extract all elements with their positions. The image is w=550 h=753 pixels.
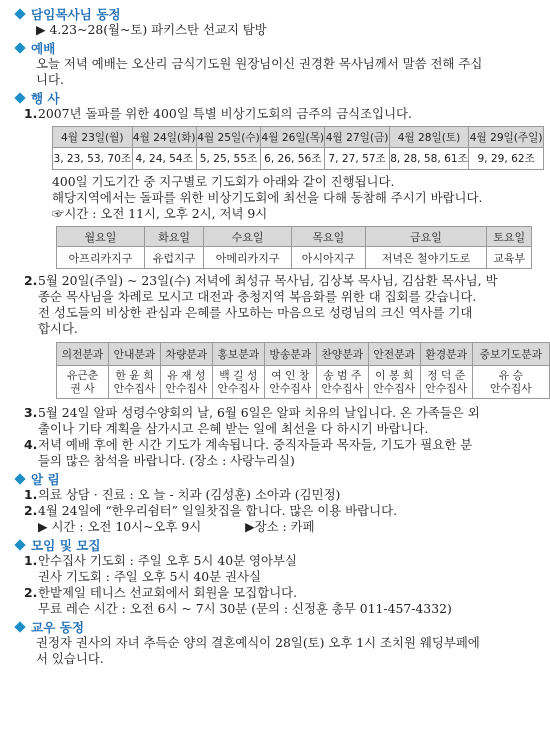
- table-cell: [108, 366, 160, 399]
- item-text: [38, 585, 536, 617]
- item-text-line: 합시다.: [38, 321, 78, 336]
- section-title: 모임 및 모집: [31, 538, 101, 553]
- person-name: 송 범 주: [323, 369, 362, 382]
- prayer-text-line: 400일 기도기간 중 지구별로 기도회가 아래와 같이 진행됩니다.: [52, 174, 395, 189]
- person-title: 안수집사: [217, 382, 260, 395]
- item-text: [38, 503, 536, 535]
- table-header-cell: 중보기도분과: [472, 343, 549, 366]
- item-text: [38, 273, 536, 337]
- table-cell: 6, 26, 56조: [261, 148, 325, 170]
- table-header-cell: 금요일: [365, 227, 487, 247]
- table-cell: 5, 25, 55조: [196, 148, 260, 170]
- item-detail-line: [38, 519, 536, 535]
- section-title: 예배: [31, 41, 56, 56]
- diamond-bullet-icon: [14, 621, 25, 632]
- event-item-4: [14, 437, 536, 469]
- section-title: 담임목사님 동정: [31, 7, 121, 22]
- table-header-cell: 4월 25일(수): [196, 127, 260, 148]
- worship-text-line: 오늘 저녁 예배는 오산리 금식기도원 원장님이신 권경환 목사님께서 말씀 전해 주십: [36, 56, 483, 71]
- table-cell: [160, 366, 212, 399]
- person-name: 유근춘: [66, 369, 99, 382]
- table-header-cell: 수요일: [204, 227, 292, 247]
- table-header-cell: 토요일: [487, 227, 532, 247]
- table-cell: 3, 23, 53, 70조: [53, 148, 133, 170]
- item-text-line: 5월 24일 알파 성령수양회의 날, 6월 6일은 알파 치유의 날입니다. 온 가족들은 외: [38, 405, 480, 420]
- person-name: 여 인 창: [271, 369, 310, 382]
- pastor-schedule-section: [14, 5, 536, 38]
- members-section: [14, 618, 536, 667]
- table-header-cell: 4월 24일(화): [132, 127, 196, 148]
- table-header-row: [57, 343, 550, 366]
- table-cell: 저녁은 철야기도로: [365, 247, 487, 269]
- table-header-row: [53, 127, 544, 148]
- table-header-cell: 안내분과: [108, 343, 160, 366]
- item-number: 1.: [24, 553, 38, 568]
- section-heading: [14, 618, 536, 635]
- table-cell: [57, 366, 109, 399]
- table-cell: 아프리카지구: [57, 247, 145, 269]
- table-row: [57, 366, 550, 399]
- diamond-bullet-icon: [14, 539, 25, 550]
- notice-item-2: [14, 503, 536, 535]
- table-header-cell: 4월 29일(주일): [469, 127, 544, 148]
- item-text: [38, 405, 536, 437]
- item-text-line: 들의 많은 참석을 바랍니다. (장소 : 사랑누리실): [38, 453, 295, 468]
- item-number: 1.: [24, 106, 38, 121]
- notice-place: ▶장소 : 카페: [245, 519, 315, 534]
- table-header-cell: 의전분과: [57, 343, 109, 366]
- table-cell: 4, 24, 54조: [132, 148, 196, 170]
- table-header-cell: 방송분과: [264, 343, 316, 366]
- table-header-cell: 화요일: [144, 227, 203, 247]
- prayer-time: ☞시간 : 오전 11시, 오후 2시, 저녁 9시: [52, 206, 268, 221]
- members-text-line: 서 있습니다.: [36, 651, 104, 666]
- table-cell: 교육부: [487, 247, 532, 269]
- diamond-bullet-icon: [14, 473, 25, 484]
- table-header-cell: 찬양분과: [316, 343, 368, 366]
- worship-text-line: 니다.: [36, 72, 64, 87]
- item-text-line: 무료 레슨 시간 : 오전 6시 ~ 7시 30분 (문의 : 신정훈 총무 011-457-4332): [38, 601, 452, 616]
- prayer-text-line: 해당지역에서는 돌파를 위한 비상기도회에 최선을 다해 동참해 주시기 바랍니다.: [52, 190, 483, 205]
- person-name: 유 재 성: [167, 369, 206, 382]
- table-cell: 8, 28, 58, 61조: [389, 148, 469, 170]
- event-item-2: [14, 273, 536, 337]
- table-cell: 아메리카지구: [204, 247, 292, 269]
- event-item-1: [14, 106, 536, 122]
- item-text-line: 한밭제일 테니스 선교회에서 회원을 모집합니다.: [38, 585, 298, 600]
- item-number: 2.: [24, 503, 38, 518]
- item-number: 2.: [24, 273, 38, 288]
- section-title: 알 림: [31, 472, 60, 487]
- item-text-line: 권사 기도회 : 주일 오후 5시 40분 권사실: [38, 569, 261, 584]
- person-name: 정 덕 준: [427, 369, 466, 382]
- event-item-3: [14, 405, 536, 437]
- person-name: 유 승: [498, 369, 523, 382]
- table-header-cell: 안전분과: [368, 343, 420, 366]
- table-row: [57, 247, 532, 269]
- worship-section: [14, 39, 536, 88]
- section-title: 행 사: [31, 91, 60, 106]
- table-cell: [472, 366, 549, 399]
- diamond-bullet-icon: [14, 92, 25, 103]
- table-cell: [420, 366, 472, 399]
- diamond-bullet-icon: [14, 42, 25, 53]
- item-text: [38, 437, 536, 469]
- section-heading: [14, 89, 536, 106]
- table-cell: [368, 366, 420, 399]
- events-section: [14, 89, 543, 469]
- table-cell: 아시아지구: [292, 247, 366, 269]
- item-number: 2.: [24, 585, 38, 600]
- person-title: 안수집사: [269, 382, 312, 395]
- table-header-cell: 월요일: [57, 227, 145, 247]
- notice-item-1: [14, 487, 536, 503]
- members-text-line: 권정자 권사의 자녀 추득순 양의 결혼예식이 28일(토) 오후 1시 조치원 웨딩부페에: [36, 635, 480, 650]
- person-name: 한 윤 희: [115, 369, 154, 382]
- table-header-cell: 4월 23일(월): [53, 127, 133, 148]
- department-table: [56, 342, 550, 399]
- section-heading: [14, 470, 536, 487]
- item-text-line: 종순 목사님을 차례로 모시고 대전과 충청지역 복음화를 위한 대 집회를 갖습니다.: [38, 289, 477, 304]
- table-header-cell: 목요일: [292, 227, 366, 247]
- table-cell: [316, 366, 368, 399]
- table-cell: 7, 27, 57조: [325, 148, 389, 170]
- person-title: 안수집사: [373, 382, 416, 395]
- item-text-line: 안수집사 기도회 : 주일 오후 5시 40분 영아부실: [38, 553, 297, 568]
- person-title: 권 사: [70, 382, 95, 395]
- table-cell: [264, 366, 316, 399]
- notices-section: [14, 470, 536, 535]
- person-title: 안수집사: [165, 382, 208, 395]
- table-cell: 유럽지구: [144, 247, 203, 269]
- person-title: 안수집사: [113, 382, 156, 395]
- table-header-cell: 차량분과: [160, 343, 212, 366]
- table-header-cell: 홍보분과: [212, 343, 264, 366]
- item-number: 4.: [24, 437, 38, 452]
- person-title: 안수집사: [489, 382, 532, 395]
- notice-time: ▶ 시간 : 오전 10시~오후 9시: [38, 519, 202, 534]
- pastor-schedule-item: ▶ 4.23~28(월~토) 파키스탄 선교지 탐방: [36, 22, 267, 37]
- section-heading: [14, 39, 536, 56]
- item-text: 의료 상담 · 진료 : 오 늘 - 치과 (김성훈) 소아과 (김민정): [38, 487, 341, 502]
- section-title: 교우 동정: [31, 620, 85, 635]
- region-prayer-table: [56, 226, 532, 269]
- item-text-line: 4월 24일에 “한우리쉼터” 일일찻집을 합니다. 많은 이용 바랍니다.: [38, 503, 398, 518]
- table-cell: 9, 29, 62조: [469, 148, 544, 170]
- item-text-line: 출이나 기타 계획을 삼가시고 은혜 받는 일에 최선을 다 하시기 바랍니다.: [38, 421, 429, 436]
- person-title: 안수집사: [425, 382, 467, 395]
- table-header-cell: 4월 26일(목): [261, 127, 325, 148]
- item-text: 2007년 돌파를 위한 400일 특별 비상기도회의 금주의 금식조입니다.: [38, 106, 412, 121]
- table-cell: [212, 366, 264, 399]
- diamond-bullet-icon: [14, 8, 25, 19]
- table-header-row: [57, 227, 532, 247]
- item-text: [38, 553, 536, 585]
- person-name: 백 길 성: [219, 369, 258, 382]
- item-text-line: 5월 20일(주일) ~ 23일(수) 저녁에 최성규 목사님, 김상복 목사님, 김삼환 목사님, 박: [38, 273, 498, 288]
- fasting-group-table: [52, 126, 544, 170]
- person-title: 안수집사: [321, 382, 364, 395]
- table-header-cell: 4월 27일(금): [325, 127, 389, 148]
- gathering-item-1: [14, 553, 536, 585]
- person-name: 이 봉 희: [375, 369, 414, 382]
- section-heading: [14, 5, 536, 22]
- table-header-cell: 환경분과: [420, 343, 472, 366]
- item-number: 3.: [24, 405, 38, 420]
- gatherings-section: [14, 536, 536, 617]
- gathering-item-2: [14, 585, 536, 617]
- table-header-cell: 4월 28일(토): [389, 127, 469, 148]
- section-heading: [14, 536, 536, 553]
- item-text-line: 전 성도들의 비상한 관심과 은혜를 사모하는 마음으로 성령님의 크신 역사를 기대: [38, 305, 473, 320]
- item-text-line: 저녁 예배 후에 한 시간 기도가 계속됩니다. 중직자들과 목자들, 기도가 필요한 분: [38, 437, 473, 452]
- item-number: 1.: [24, 487, 38, 502]
- table-row: [53, 148, 544, 170]
